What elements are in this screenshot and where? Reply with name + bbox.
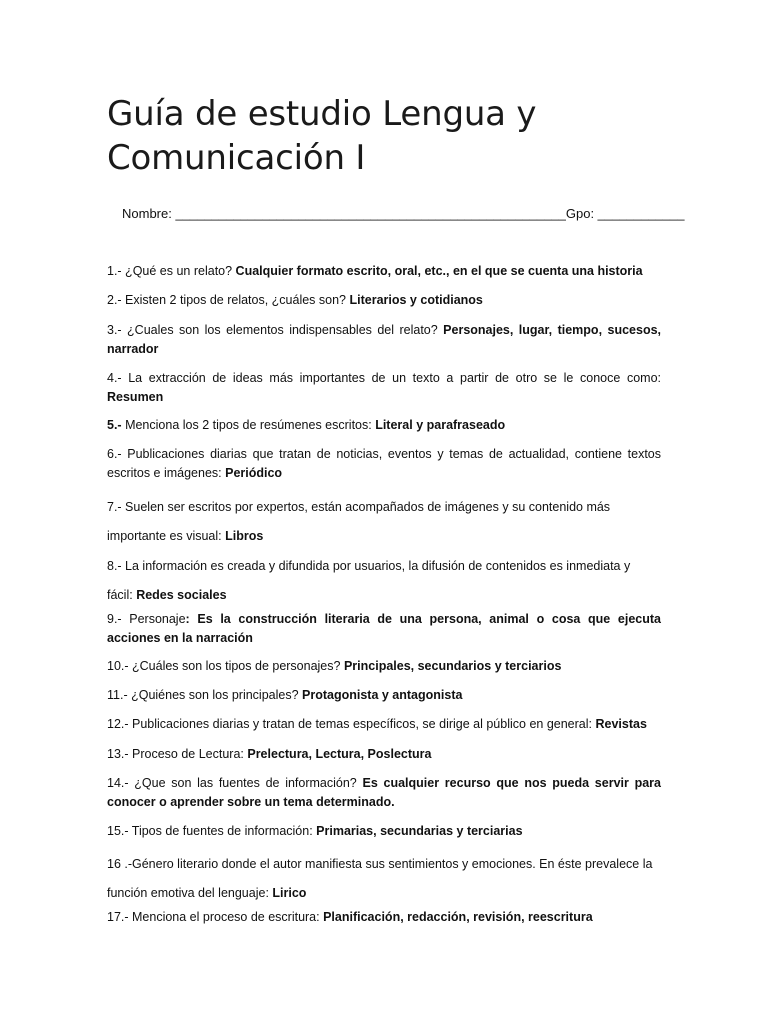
page-title (107, 92, 667, 180)
question-number: 5.- (107, 418, 122, 432)
question-text: 2.- Existen 2 tipos de relatos, ¿cuáles son? (107, 293, 350, 307)
question-text: 14.- ¿Que son las fuentes de información? (107, 776, 363, 790)
question-text: 4.- La extracción de ideas más importantes de un texto a partir de otro se le conoce como: (107, 371, 661, 385)
answer-text: Planificación, redacción, revisión, reescritura (323, 910, 593, 924)
question-16 (107, 850, 661, 908)
name-group-line (122, 205, 684, 222)
question-4 (107, 369, 661, 407)
question-6 (107, 445, 661, 483)
question-text: 11.- ¿Quiénes son los principales? (107, 688, 303, 702)
question-9 (107, 610, 661, 648)
question-text-line-1: 7.- Suelen ser escritos por expertos, están acompañados de imágenes y su contenido más (107, 500, 611, 514)
question-text-line-1: 16 .-Género literario donde el autor manifiesta sus sentimientos y emociones. En éste prevalece la (107, 857, 653, 871)
question-8 (107, 552, 661, 610)
question-text-line-2: función emotiva del lenguaje: (107, 886, 273, 900)
question-7 (107, 493, 661, 551)
answer-text: Libros (225, 529, 264, 543)
question-text: 1.- ¿Qué es un relato? (107, 264, 236, 278)
answer-text: Principales, secundarios y terciarios (343, 659, 562, 673)
answer-text: Primarias, secundarias y terciarias (316, 824, 523, 838)
answer-text: Literarios y cotidianos (349, 293, 483, 307)
question-1 (107, 262, 661, 281)
question-2 (107, 291, 661, 310)
answer-text: Prelectura, Lectura, Poslectura (247, 747, 432, 761)
answer-text: Es cualquier recurso que nos pueda servir para conocer o aprender sobre un tema determinado. (107, 776, 661, 809)
question-12 (107, 715, 661, 734)
answer-text: Revistas (595, 717, 647, 731)
question-3 (107, 321, 661, 359)
question-text-line-1: 8.- La información es creada y difundida por usuarios, la difusión de contenidos es inmediata y (107, 559, 631, 573)
gpo-label: Gpo: ____________ (565, 206, 685, 221)
question-text: 17.- Menciona el proceso de escritura: (107, 910, 324, 924)
answer-text: : Es la construcción literaria de una persona, animal o cosa que ejecuta acciones en la narración (107, 612, 661, 645)
question-13 (107, 745, 661, 764)
nombre-label: Nombre: ______________________________________________________ (122, 206, 566, 221)
answer-text: Lirico (272, 886, 307, 900)
question-17 (107, 908, 661, 927)
question-text: 9.- Personaje (107, 612, 186, 626)
answer-text: Protagonista y antagonista (302, 688, 463, 702)
question-14 (107, 774, 661, 812)
answer-text: Periódico (225, 466, 283, 480)
question-text: 12.- Publicaciones diarias y tratan de temas específicos, se dirige al público en general: (107, 717, 596, 731)
question-5 (107, 416, 661, 435)
answer-text: Cualquier formato escrito, oral, etc., en el que se cuenta una historia (235, 264, 643, 278)
title-line-2: Comunicación I (107, 138, 366, 178)
question-11 (107, 686, 661, 705)
answer-text: Resumen (107, 390, 164, 404)
question-15 (107, 822, 661, 841)
question-text-line-2: importante es visual: (107, 529, 226, 543)
question-text: 13.- Proceso de Lectura: (107, 747, 248, 761)
question-text-line-2: fácil: (107, 588, 137, 602)
question-text: 10.- ¿Cuáles son los tipos de personajes? (107, 659, 344, 673)
question-10 (107, 657, 661, 676)
answer-text: Personajes, lugar, tiempo, sucesos, narrador (107, 323, 662, 356)
question-text: 6.- Publicaciones diarias que tratan de noticias, eventos y temas de actualidad, contiene textos escritos e imágenes: (107, 447, 661, 480)
question-text: Menciona los 2 tipos de resúmenes escritos: (121, 418, 376, 432)
question-text: 3.- ¿Cuales son los elementos indispensables del relato? (107, 323, 444, 337)
question-text: 15.- Tipos de fuentes de información: (107, 824, 317, 838)
title-line-1: Guía de estudio Lengua y (107, 94, 537, 134)
answer-text: Redes sociales (136, 588, 227, 602)
answer-text: Literal y parafraseado (375, 418, 506, 432)
